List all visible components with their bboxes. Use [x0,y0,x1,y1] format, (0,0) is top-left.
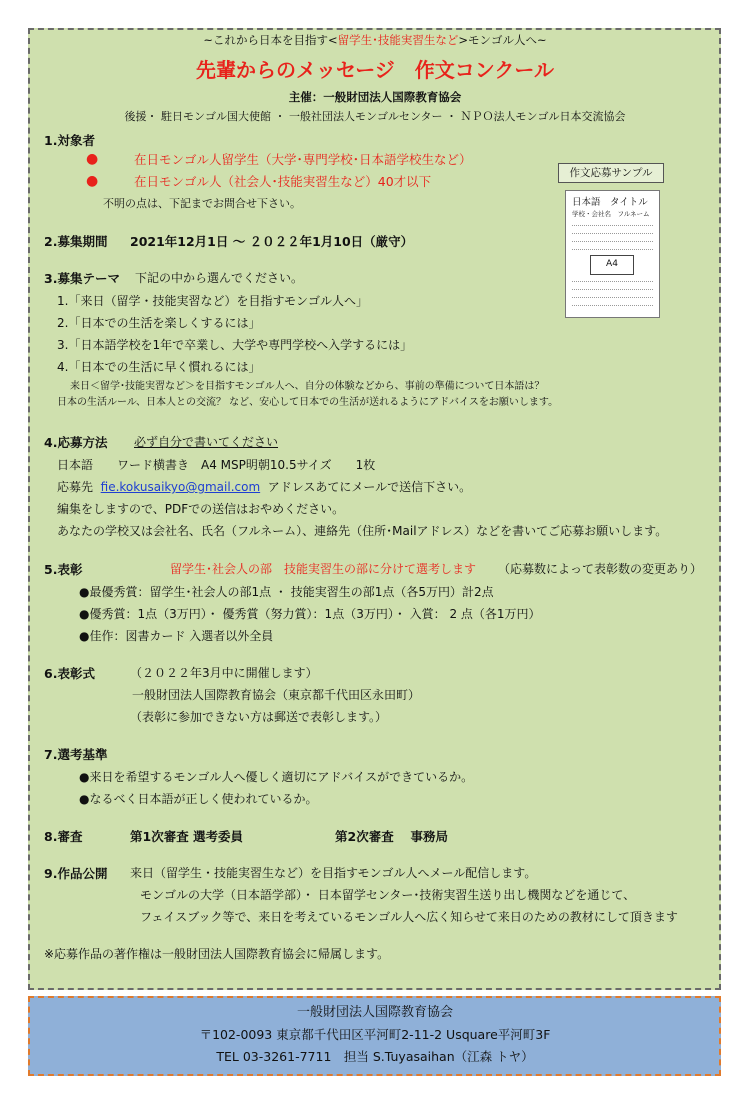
section-1-heading: 1.対象者 [44,133,95,148]
footer-address: 〒102-0093 東京都千代田区平河町2-11-2 Usquare平河町3F [199,1027,551,1042]
award-grand: ●最優秀賞：留学生･社会人の部1点 ・ 技能実習生の部1点（各5万円）計2点 [79,585,494,599]
award-count-note: （応募数によって表彰数の変更あり） [498,562,703,576]
sample-label: 作文応募サンプル [558,163,664,183]
section-7-heading: 7.選考基準 [44,747,108,762]
sample-doc-title: 日本語 タイトル [572,197,648,208]
copyright-note: ※応募作品の著作権は一般財団法人国際教育協会に帰属します。 [44,947,390,961]
footer-contact: TEL 03-3261-7711 担当 S.Tuyasaihan（江森 トヤ） [216,1049,534,1064]
bullet-icon: ● [86,151,99,167]
section-6-heading: 6.表彰式 [44,666,95,681]
page-title: 先輩からのメッセージ 作文コンクール [196,58,554,82]
publication-line-3: フェイスブック等で、来日を考えているモンゴル人へ広く知らせて来日のための教材にして頂きます [140,910,678,924]
publication-line-1: 来日（留学生・技能実習生など）を目指すモンゴル人へメール配信します。 [130,866,537,880]
theme-intro: 下記の中から選んでください。 [135,271,304,285]
target-item-2: 在日モンゴル人（社会人･技能実習生など）40才以下 [134,174,432,189]
footer-org: 一般財団法人国際教育協会 [296,1005,453,1020]
application-details-note: あなたの学校又は会社名、氏名（フルネーム）、連絡先（住所･Mailアドレス）などを書いてご応募お願いします。 [57,524,668,538]
theme-2: 2.「日本での生活を楽しくするには」 [57,316,261,330]
theme-note-2: 日本の生活ルール、日本人との交流？ など、安心して日本での生活が送れるようにアドバイスをお願いします。 [57,397,559,408]
bullet-icon: ● [86,173,99,189]
theme-4: 4.「日本での生活に早く慣れるには」 [57,360,261,374]
inquiry-note: 不明の点は、下記までお問合せ下さい。 [103,197,301,210]
recruitment-period: 2021年12月1日 ～ ２０２２年1月10日（厳守） [130,234,414,249]
tagline-start: ~これから日本を目指す< [203,33,338,47]
award-excellent: ●優秀賞：1点（3万円）・ 優秀賞（努力賞）：1点（3万円）・ 入賞： 2 点（各1万円） [79,607,541,621]
theme-note-1: 来日＜留学･技能実習など＞を目指すモンゴル人へ、自分の体験などから、事前の準備について日本語は？ [70,381,545,392]
criteria-1: ●来日を希望するモンゴル人へ優しく適切にアドバイスができているか。 [79,770,474,784]
theme-3: 3.「日本語学校を1年で卒業し、大学や専門学校へ入学するには」 [57,338,413,352]
destination-label: 応募先 [57,480,94,494]
application-format: 日本語 ワード横書き A4 MSP明朝10.5サイズ 1枚 [57,458,376,472]
application-instruction: 必ず自分で書いてください [134,435,279,449]
organizer: 主催：一般財団法人国際教育協会 [288,90,462,104]
ceremony-line-3: （表彰に参加できない方は郵送で表彰します。） [130,710,388,724]
destination [57,480,471,494]
target-item-1: 在日モンゴル人留学生（大学･専門学校･日本語学校生など） [134,152,472,167]
review-second: 第2次審査 事務局 [335,829,449,844]
destination-suffix: アドレスあてにメールで送信下さい。 [267,480,472,494]
tagline-end: >モンゴル人へ~ [458,33,547,47]
award-honorable: ●佳作：図書カード 入選者以外全員 [79,629,274,643]
tagline-highlight: 留学生･技能実習生など [337,33,459,47]
section-2-heading: 2.募集期間 [44,234,108,249]
sample-document [565,190,660,318]
section-8-heading: 8.審査 [44,829,83,844]
email-link[interactable]: fie.kokusaikyo@gmail.com [100,480,261,494]
ceremony-line-1: （２０２２年3月中に開催します） [130,666,318,680]
supporters: 後援・ 駐日モンゴル国大使館 ・ 一般社団法人モンゴルセンター ・ ＮＰＯ法人モンゴル日本交流協会 [124,110,626,123]
section-5-heading: 5.表彰 [44,562,83,577]
theme-1: 1.「来日（留学・技能実習など）を目指すモンゴル人へ」 [57,294,368,308]
pdf-note: 編集をしますので、PDFでの送信はおやめください。 [57,502,345,516]
sample-doc-sub: 学校・会社名 フルネーム [572,210,650,218]
section-4-heading: 4.応募方法 [44,435,108,450]
ceremony-line-2: 一般財団法人国際教育協会（東京都千代田区永田町） [132,688,421,702]
publication-line-2: モンゴルの大学（日本語学部）・ 日本留学センター･技術実習生送り出し機関などを通じて、 [140,888,636,902]
section-3-heading: 3.募集テーマ [44,271,120,286]
award-category-note: 留学生･社会人の部 技能実習生の部に分けて選考します [170,562,477,576]
review-first: 第1次審査 選考委員 [130,829,244,844]
sample-size-label: A4 [590,255,634,275]
section-9-heading: 9.作品公開 [44,866,108,881]
criteria-2: ●なるべく日本語が正しく使われているか。 [79,792,318,806]
tagline [0,34,750,48]
